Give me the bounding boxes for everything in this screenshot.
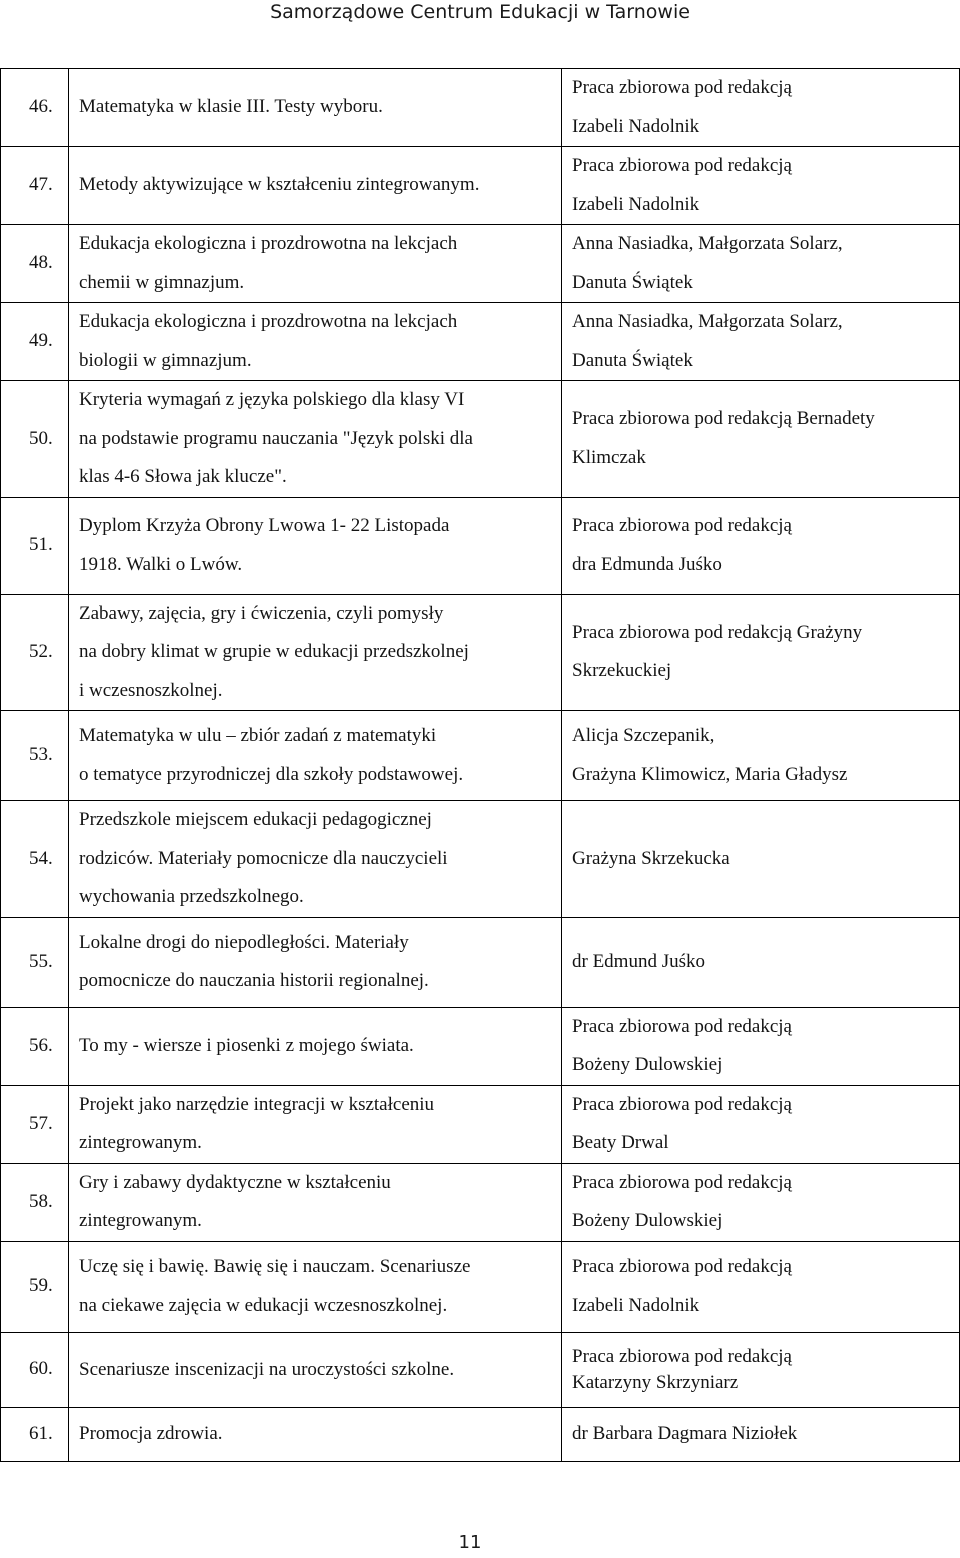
book-author: Praca zbiorowa pod redakcją Grażyny Skrzekuckiej [562,594,960,711]
table-row [1,1085,960,1163]
table-row [1,147,960,225]
book-author: Praca zbiorowa pod redakcją Katarzyny Skrzyniarz [562,1332,960,1407]
table-row [1,1407,960,1461]
table-row [1,1163,960,1241]
row-number-text: 56. [29,1034,53,1056]
row-number-text: 46. [29,96,53,118]
book-title: Przedszkole miejscem edukacji pedagogicznej rodziców. Materiały pomocnicze dla nauczycieli wychowania przedszkolnego. [69,801,562,918]
row-number [1,1163,69,1241]
book-author: Praca zbiorowa pod redakcją Bernadety Klimczak [562,381,960,498]
book-author: Praca zbiorowa pod redakcją Izabeli Nadolnik [562,69,960,147]
book-title: Uczę się i bawię. Bawię się i nauczam. Scenariusze na ciekawe zajęcia w edukacji wczesnoszkolnej. [69,1241,562,1332]
table-row [1,711,960,801]
book-title: Zabawy, zajęcia, gry i ćwiczenia, czyli pomysły na dobry klimat w grupie w edukacji przedszkolnej i wczesnoszkolnej. [69,594,562,711]
book-author: Praca zbiorowa pod redakcją Izabeli Nadolnik [562,147,960,225]
book-title: Kryteria wymagań z języka polskiego dla klasy VI na podstawie programu nauczania "Język polski dla klas 4-6 Słowa jak klucze". [69,381,562,498]
book-title: Gry i zabawy dydaktyczne w kształceniu zintegrowanym. [69,1163,562,1241]
row-number [1,147,69,225]
row-number-text: 49. [29,330,53,352]
book-title: Metody aktywizujące w kształceniu zintegrowanym. [69,147,562,225]
book-author: Praca zbiorowa pod redakcją Bożeny Dulowskiej [562,1007,960,1085]
book-author: Alicja Szczepanik, Grażyna Klimowicz, Maria Gładysz [562,711,960,801]
row-number-text: 55. [29,950,53,972]
table-row [1,303,960,381]
table-row [1,381,960,498]
book-list-table [0,68,960,1462]
table-row [1,801,960,918]
table-row [1,69,960,147]
row-number [1,497,69,594]
row-number-text: 61. [29,1422,53,1444]
row-number-text: 54. [29,847,53,869]
table-row [1,917,960,1007]
row-number [1,594,69,711]
book-title: Edukacja ekologiczna i prozdrowotna na lekcjach biologii w gimnazjum. [69,303,562,381]
book-title: Dyplom Krzyża Obrony Lwowa 1- 22 Listopada 1918. Walki o Lwów. [69,497,562,594]
book-author: Anna Nasiadka, Małgorzata Solarz, Danuta Świątek [562,303,960,381]
book-author: Anna Nasiadka, Małgorzata Solarz, Danuta Świątek [562,225,960,303]
row-number-text: 58. [29,1190,53,1212]
book-title: To my - wiersze i piosenki z mojego świata. [69,1007,562,1085]
book-title: Promocja zdrowia. [69,1407,562,1461]
table-row [1,225,960,303]
book-author: Praca zbiorowa pod redakcją Bożeny Dulowskiej [562,1163,960,1241]
row-number [1,381,69,498]
row-number [1,917,69,1007]
row-number [1,711,69,801]
book-author: dr Edmund Juśko [562,917,960,1007]
table-row [1,497,960,594]
row-number [1,303,69,381]
page-number: 11 [458,1532,482,1553]
book-author: Praca zbiorowa pod redakcją Beaty Drwal [562,1085,960,1163]
row-number-text: 47. [29,174,53,196]
row-number [1,1407,69,1461]
row-number [1,1241,69,1332]
row-number [1,1085,69,1163]
table-row [1,1241,960,1332]
book-title: Lokalne drogi do niepodległości. Materiały pomocnicze do nauczania historii regionalnej. [69,917,562,1007]
row-number-text: 60. [29,1358,53,1380]
row-number [1,1007,69,1085]
row-number [1,69,69,147]
book-author: Grażyna Skrzekucka [562,801,960,918]
row-number-text: 53. [29,744,53,766]
table-row [1,1007,960,1085]
book-title: Projekt jako narzędzie integracji w kształceniu zintegrowanym. [69,1085,562,1163]
book-title: Matematyka w klasie III. Testy wyboru. [69,69,562,147]
page-header [0,0,960,30]
book-author: Praca zbiorowa pod redakcją Izabeli Nadolnik [562,1241,960,1332]
row-number [1,801,69,918]
book-author: dr Barbara Dagmara Niziołek [562,1407,960,1461]
row-number-text: 48. [29,252,53,274]
row-number-text: 50. [29,427,53,449]
row-number [1,225,69,303]
book-title: Matematyka w ulu – zbiór zadań z matematyki o tematyce przyrodniczej dla szkoły podstawowej. [69,711,562,801]
table-row [1,1332,960,1407]
header-title: Samorządowe Centrum Edukacji w Tarnowie [270,1,690,23]
table-row [1,594,960,711]
row-number-text: 59. [29,1275,53,1297]
row-number-text: 51. [29,534,53,556]
book-list-body [1,69,960,1462]
row-number [1,1332,69,1407]
book-title: Scenariusze inscenizacji na uroczystości szkolne. [69,1332,562,1407]
row-number-text: 52. [29,641,53,662]
page-footer [0,1532,940,1558]
row-number-text: 57. [29,1112,53,1134]
book-author: Praca zbiorowa pod redakcją dra Edmunda Juśko [562,497,960,594]
book-title: Edukacja ekologiczna i prozdrowotna na lekcjach chemii w gimnazjum. [69,225,562,303]
